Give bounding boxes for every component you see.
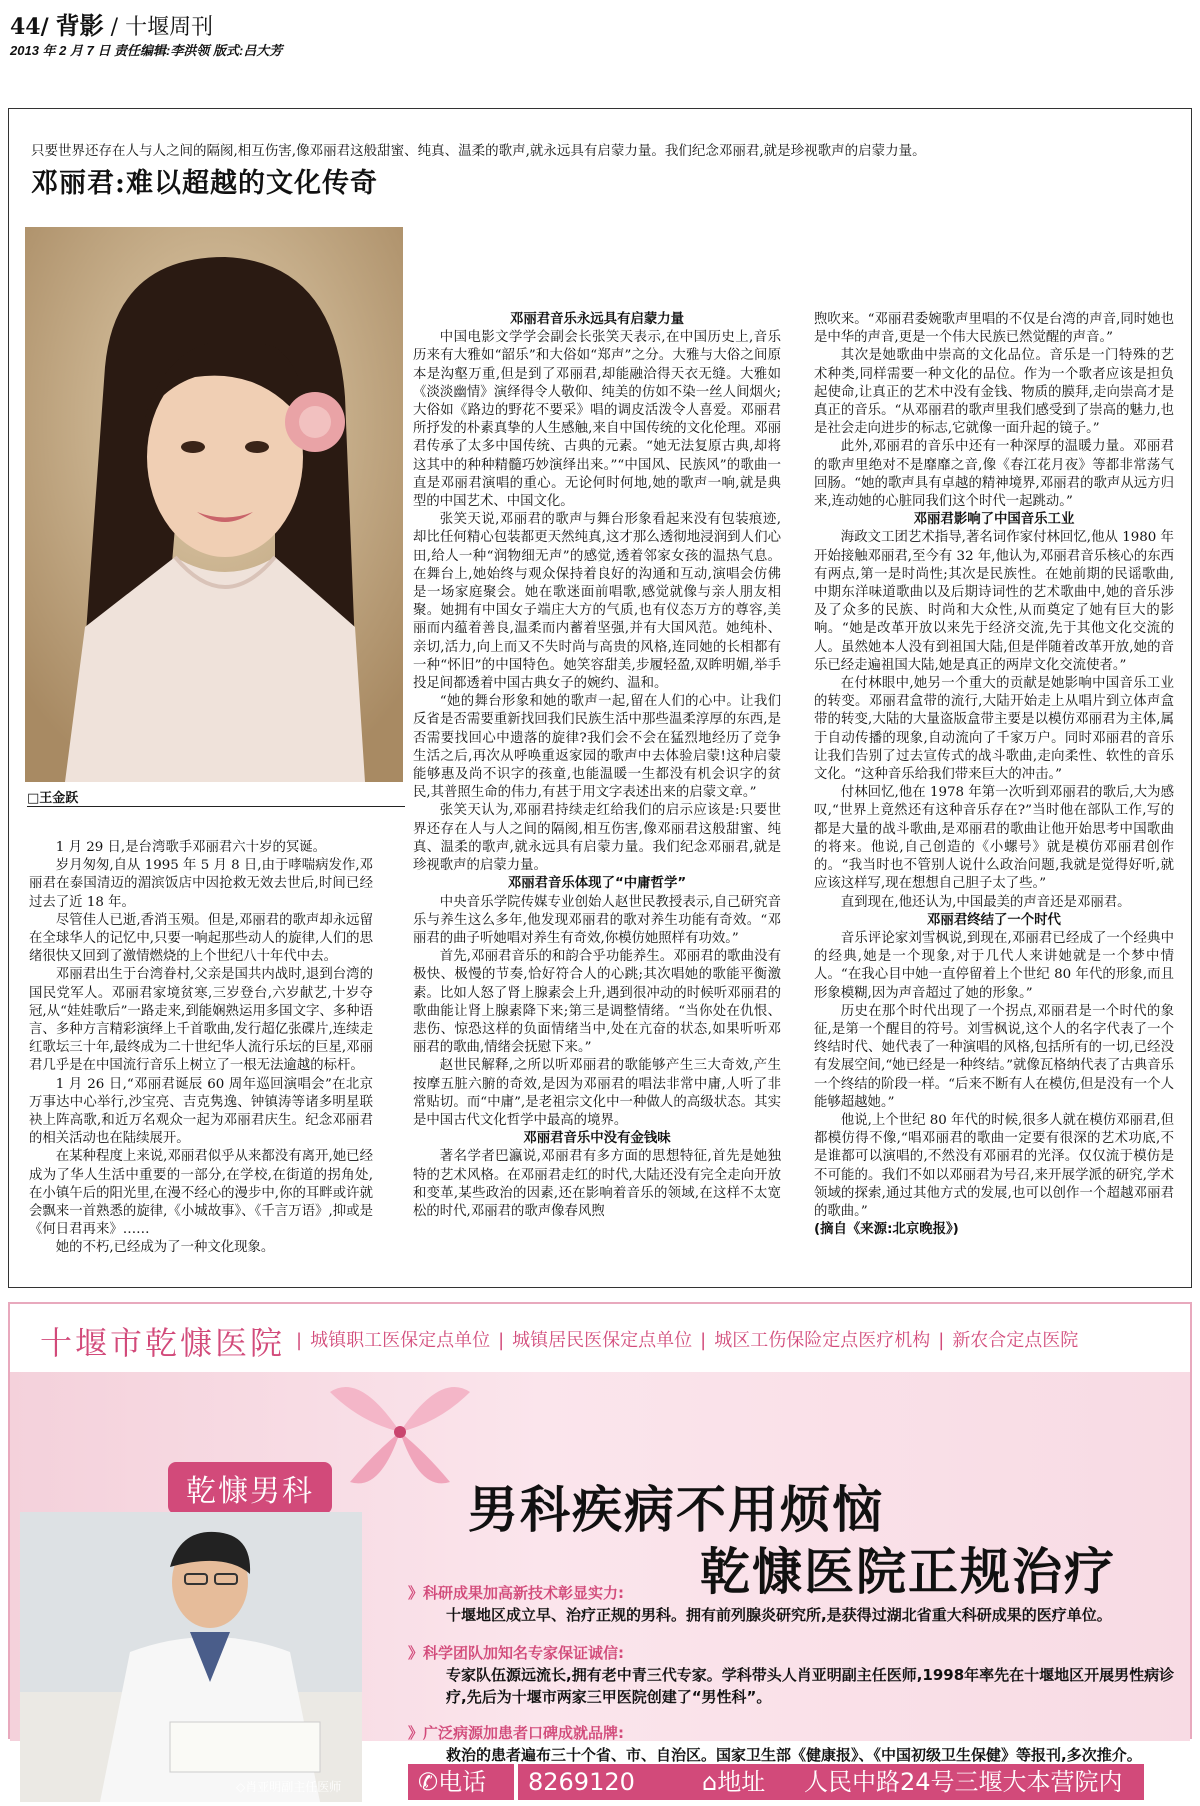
paragraph: 他说,上个世纪 80 年代的时候,很多人就在模仿邓丽君,但都模仿得不像,“唱邓丽君的歌曲一定要有很深的艺术功底,不是谁都可以演唱的,不然没有邓丽君的光泽。仅仅流于模仿是不可能的。我们不如以邓丽君为号召,来开展学派的研究,学术领域的探索,通过其他方式的发展,也可以创作一个超越邓丽君的歌曲。” [814,1112,1174,1219]
article-column-1 [29,839,373,1258]
subheading: 邓丽君音乐中没有金钱味 [523,1131,671,1147]
cert-divider: | [498,1330,505,1351]
paragraph: 张笑天说,邓丽君的歌声与舞台形象看起来没有包装痕迹,却比任何精心包装都更天然纯真,这才那么透彻地浸润到人们心田,给人一种“润物细无声”的感觉,透着邻家女孩的温热气息。在舞台上,她始终与观众保持着良好的沟通和互动,演唱会仿佛是一场家庭聚会。她在歌迷面前唱歌,感觉就像与亲人朋友相聚。她拥有中国女子端庄大方的气质,也有仪态万方的尊容,美丽而内蕴着善良,温柔而内蓄着坚强,并有大国风范。她纯朴、亲切,活力,向上而又不失时尚与高贵的风格,连同她的长相都有一种“怀旧”的中国特色。她笑容甜美,步履轻盈,双眸明媚,举手投足间都透着中国古典女子的婉约、温和。 [413,512,781,692]
certification-item: 城镇居民医保定点单位 [512,1330,693,1351]
paragraph: 在付林眼中,她另一个重大的贡献是她影响中国音乐工业的转变。邓丽君盒带的流行,大陆开始走上从唱片到立体声盒带的转变,大陆的大量盗版盒带主要是以模仿邓丽君为主体,属于自动传播的现象,自动流向了千家万户。同时邓丽君的音乐让我们告别了过去宣传式的战斗歌曲,走向柔性、软性的音乐文化。“这种音乐给我们带来巨大的冲击。” [814,676,1174,783]
paragraph: 在某种程度上来说,邓丽君似乎从来都没有离开,她已经成为了华人生活中重要的一部分,在学校,在街道的拐角处,在小镇午后的阳光里,在漫不经心的漫步中,你的耳畔或许就会飘来一首熟悉的旋律,《小城故事》、《千言万语》,抑或是《何日君再来》…… [29,1149,373,1238]
subheading: 邓丽君音乐永远具有启蒙力量 [509,312,685,327]
home-icon: ⌂ [702,1768,718,1796]
feature-desc: 十堰地区成立早、治疗正规的男科。拥有前列腺炎研究所,是获得过湖北省重大科研成果的医疗单位。 [446,1606,1112,1624]
subheading: 邓丽君终结了一个时代 [927,912,1061,928]
doctor-photo [20,1512,362,1802]
department-badge: 乾慷男科 [168,1462,332,1514]
cert-divider: | [296,1330,303,1351]
publication-name: 十堰周刊 [125,14,214,39]
article-byline: □王金跃 [27,787,405,807]
address-label-box [692,1764,798,1800]
paragraph: 海政文工团艺术指导,著名词作家付林回忆,他从 1980 年开始接触邓丽君,至今有 32 年,他认为,邓丽君音乐核心的东西有两点,第一是时尚性;其次是民族性。在她前期的民谣歌曲,中期东洋味道歌曲以及后期诗词性的艺术歌曲中,她的音乐涉及了众多的民族、时尚和大众性,从而奠定了她有巨大的影响。“她是改革开放以来先于经济交流,先于其他文化交流的人。虽然她本人没有到祖国大陆,但是伴随着改革开放,她的音乐已经走遍祖国大陆,她是真正的两岸文化交流使者。” [814,530,1174,673]
feature-desc: 专家队伍源远流长,拥有老中青三代专家。学科带头人肖亚明副主任医师,1998年率先在十堰地区开展男性病诊疗,先后为十堰市两家三甲医院创建了“男性科”。 [446,1666,1175,1706]
phone-number: 8269120 [518,1764,698,1800]
ad-body [10,1372,1190,1796]
paragraph: 邓丽君出生于台湾眷村,父亲是国共内战时,退到台湾的国民党军人。邓丽君家境贫寒,三岁登台,六岁献艺,十岁夺冠,从“娃娃歌后”一路走来,到能娴熟运用多国文字、多种语言、多种方言精彩演绎上千首歌曲,发行超亿张碟片,连续走红歌坛三十年,最终成为二十世纪华人流行乐坛的巨星,邓丽君几乎是在中国流行音乐上树立了一根无法逾越的标杆。 [29,967,373,1074]
feature-block [408,1582,1184,1626]
paragraph: 尽管佳人已逝,香消玉殒。但是,邓丽君的歌声却永远留在全球华人的记忆中,只要一响起那些动人的旋律,人们的思绪很快又回到了激情燃烧的上个世纪八十年代中去。 [29,912,373,965]
feature-title: 》广泛病源加患者口碑成就品牌: [408,1724,625,1742]
certification-item: 新农合定点医院 [952,1330,1079,1351]
lily-flower-icon [320,1362,480,1502]
paragraph: 中国电影文学学会副会长张笑天表示,在中国历史上,音乐历来有大雅如“韶乐”和大俗如“郑声”之分。大雅与大俗之间原本是沟壑万重,但是到了邓丽君,却能融洽得天衣无缝。大雅如《淡淡幽情》演绎得令人敬仰、纯美的仿如不染一丝人间烟火;大俗如《路边的野花不要采》唱的调皮活泼令人喜爱。邓丽君所抒发的朴素真挚的人生感触,来自中国传统的文化伦理。邓丽君传承了太多中国传统、古典的元素。“她无法复原古典,却将这其中的种种精髓巧妙演绎出来。”“中国风、民族风”的歌曲一直是邓丽君演唱的重心。无论何时何地,她的歌声一响,就是典型的中国艺术、中国文化。 [413,330,781,510]
certification-item: 城镇职工医保定点单位 [310,1330,491,1351]
masthead [10,6,213,41]
feature-title: 》科研成果加高新技术彰显实力: [408,1584,625,1602]
ad-header [10,1304,1190,1372]
page-number: 44/ [10,14,49,40]
dateline: 2013 年 2 月 7 日 责任编辑:李洪领 版式:吕大芳 [10,43,283,58]
paragraph: 她的不朽,已经成为了一种文化现象。 [55,1240,275,1256]
paragraph: 音乐评论家刘雪枫说,到现在,邓丽君已经成了一个经典中的经典,她是一个现象,对于几代人来讲她就是一个梦中情人。“在我心目中她一直停留着上个世纪 80 年代的形象,而且形象模糊,因为声音超过了她的形象。” [814,930,1174,1001]
section-name: 背影 [55,11,104,40]
masthead-slash: / [110,15,119,40]
paragraph: 历史在那个时代出现了一个拐点,邓丽君是一个时代的象征,是第一个醒目的符号。刘雪枫说,这个人的名字代表了一个终结时代、她代表了一种演唱的风格,包括所有的一切,已经没有发展空间,“她已经是一种终结。”就像瓦格纳代表了古典音乐一个终结的阶段一样。“后来不断有人在模仿,但是没有一个人能够超越她。” [814,1003,1174,1110]
feature-block [408,1722,1184,1766]
paragraph: 付林回忆,他在 1978 年第一次听到邓丽君的歌后,大为感叹,“世界上竟然还有这种音乐存在?”当时他在部队工作,写的都是大量的战斗歌曲,是邓丽君的歌曲让他开始思考中国歌曲的将来。他说,自己创造的《小螺号》就是模仿邓丽君创作的。“我当时也不管别人说什么政治问题,我就是觉得好听,就应该这样写,现在想想自己胆子太了些。” [814,785,1174,892]
article-box [8,108,1192,1288]
slogan-line-1: 男科疾病不用烦恼 [468,1481,884,1539]
article-headline: 邓丽君:难以超越的文化传奇 [31,168,378,199]
hospital-certifications [296,1326,1086,1352]
cert-divider: | [938,1330,945,1351]
phone-label: 电话 [438,1768,487,1796]
portrait-photo [25,227,403,782]
feature-desc: 救治的患者遍布三十个省、市、自治区。国家卫生部《健康报》、《中国初级卫生保健》等报刊,多次推介。 [446,1746,1142,1764]
paragraph: 赵世民解释,之所以听邓丽君的歌能够产生三大奇效,产生按摩五脏六腑的奇效,是因为邓丽君的唱法非常中庸,人听了非常贴切。而“中庸”,是老祖宗文化中一种做人的高级状态。其实是中国古代文化哲学中最高的境界。 [413,1058,781,1128]
phone-icon: ✆ [418,1768,439,1796]
paragraph: 直到现在,他还认为,中国最美的声音还是邓丽君。 [840,894,1131,910]
paragraph: 张笑天认为,邓丽君持续走红给我们的启示应该是:只要世界还存在人与人之间的隔阂,相互伤害,像邓丽君这般甜蜜、纯真、温柔的歌声,就永远具有启蒙力量。我们纪念邓丽君,就是珍视歌声的启蒙力量。 [413,803,781,874]
address-label: 地址 [717,1768,766,1796]
article-column-3 [814,311,1174,1239]
source-note: (摘自《来源:北京晚报》) [814,1222,959,1238]
paragraph: 此外,邓丽君的音乐中还有一种深厚的温暖力量。邓丽君的歌声里绝对不是靡靡之音,像《春江花月夜》等都非常荡气回肠。“她的歌声具有卓越的精神境界,邓丽君的歌声从远方归来,连动她的心脏同我们这个时代一起跳动。” [814,439,1174,510]
paragraph: 著名学者巴瀛说,邓丽君有多方面的思想特征,首先是她独特的艺术风格。在邓丽君走红的时代,大陆还没有完全走向开放和变革,某些政治的因素,还在影响着音乐的领域,在这样不太宽松的时代,邓丽君的歌声像春风煦 [413,1149,781,1219]
paragraph: 其次是她歌曲中崇高的文化品位。音乐是一门特殊的艺术种类,同样需要一种文化的品位。作为一个歌者应该是担负起使命,让真正的艺术中没有金钱、物质的膜拜,走向崇高才是真正的音乐。“从邓丽君的歌声里我们感受到了崇高的魅力,也是社会走向进步的标志,它就像一面升起的镜子。” [814,348,1174,437]
subheading: 邓丽君影响了中国音乐工业 [913,512,1075,528]
cert-divider: | [700,1330,707,1351]
paragraph: 煦吹来。“邓丽君委婉歌声里唱的不仅是台湾的声音,同时她也是中华的声音,更是一个伟大民族已然觉醒的声音。” [814,312,1174,346]
paragraph: “她的舞台形象和她的歌声一起,留在人们的心中。让我们反省是否需要重新找回我们民族生活中那些温柔淳厚的东西,是否需要找回心中遗落的旋律?我们会不会在猛烈地经历了竞争生活之后,再次从呼唤重返家园的歌声中去体验启蒙!这种启蒙能够惠及尚不识字的孩童,也能温暖一生都没有机会识字的贫民,其普照生命的伟力,有甚于用文字表述出来的启蒙文章。” [413,694,781,801]
slogan-line-2: 乾慷医院正规治疗 [700,1543,1116,1601]
doctor-caption: ◇肖亚明副主任医师 [236,1780,342,1794]
subheading: 邓丽君音乐体现了“中庸哲学” [507,876,687,892]
paragraph: 中央音乐学院传媒专业创始人赵世民教授表示,自己研究音乐与养生这么多年,他发现邓丽君的歌对养生功能有奇效。“邓丽君的曲子听她唱对养生有奇效,你模仿她照样有功效。” [413,894,781,946]
address-text: 人民中路24号三堰大本营院内 [794,1764,1144,1800]
hospital-name: 十堰市乾慷医院 [40,1324,286,1362]
paragraph: 1 月 26 日,“邓丽君诞辰 60 周年巡回演唱会”在北京万事达中心举行,沙宝亮、吉克隽逸、钟镇涛等诸多明星联袂上阵高歌,和近万名观众一起为邓丽君庆生。纪念邓丽君的相关活动也在陆续展开。 [29,1076,373,1147]
certification-item: 城区工伤保险定点医疗机构 [714,1330,931,1351]
hospital-advertisement [8,1302,1192,1796]
feature-title: 》科学团队加知名专家保证诚信: [408,1644,625,1662]
paragraph: 1 月 29 日,是台湾歌手邓丽君六十岁的冥诞。 [55,840,327,855]
phone-label-box [408,1764,514,1800]
paragraph: 首先,邓丽君音乐的和韵合乎功能养生。邓丽君的歌曲没有极快、极慢的节奏,恰好符合人的心跳;其次唱她的歌能平衡激素。比如人怒了肾上腺素会上升,遇到很冲动的时候听邓丽君的歌曲能让肾上腺素降下来;第三是调整情绪。“当你处在仇恨、悲伤、惊恐这样的负面情绪当中,处在亢奋的状态,如果听听邓丽君的歌曲,情绪会抚慰下来。” [413,949,781,1056]
article-lead: 只要世界还存在人与人之间的隔阂,相互伤害,像邓丽君这般甜蜜、纯真、温柔的歌声,就永远具有启蒙力量。我们纪念邓丽君,就是珍视歌声的启蒙力量。 [31,143,926,159]
article-column-2 [413,311,781,1221]
paragraph: 岁月匆匆,自从 1995 年 5 月 8 日,由于哮喘病发作,邓丽君在泰国清迈的湄滨饭店中因抢救无效去世后,时间已经过去了近 18 年。 [29,858,373,910]
feature-block [408,1642,1184,1708]
